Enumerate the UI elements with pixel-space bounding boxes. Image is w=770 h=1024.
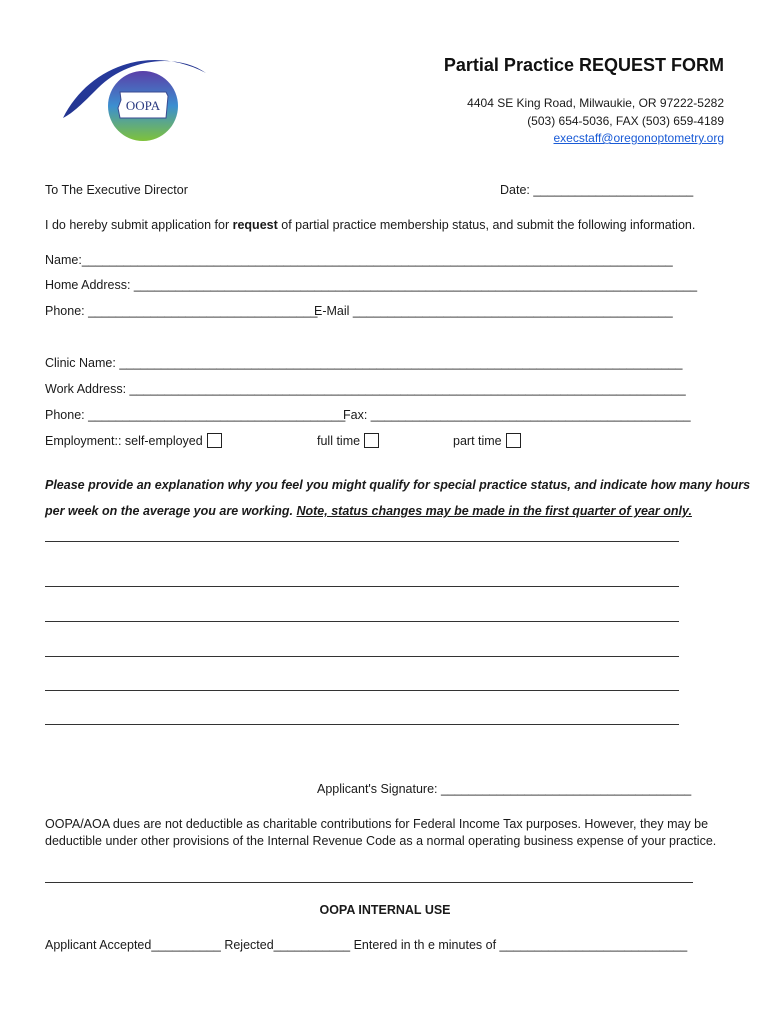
name-field[interactable]: Name:_____________________________________________________________________________________ bbox=[45, 253, 673, 267]
employment-self-employed: Employment:: self-employed bbox=[45, 433, 222, 448]
explanation-answer-line[interactable] bbox=[45, 541, 679, 542]
work-phone-field[interactable]: Phone: _____________________________________ bbox=[45, 408, 346, 422]
phone-field[interactable]: Phone: _________________________________ bbox=[45, 304, 318, 318]
separator-line bbox=[45, 882, 693, 883]
explanation-line-2: per week on the average you are working. Note, status changes may be made in the first quarter of year only. bbox=[45, 504, 692, 518]
fax-field[interactable]: Fax: ______________________________________________ bbox=[343, 408, 691, 422]
logo-text: OOPA bbox=[125, 98, 161, 113]
internal-use-heading: OOPA INTERNAL USE bbox=[319, 903, 451, 917]
home-address-field[interactable]: Home Address: _________________________________________________________________________________ bbox=[45, 278, 698, 292]
explanation-answer-line[interactable] bbox=[45, 656, 679, 657]
signature-field[interactable]: Applicant's Signature: ____________________________________ bbox=[317, 782, 692, 796]
explanation-answer-line[interactable] bbox=[45, 724, 679, 725]
phone-fax-line: (503) 654-5036, FAX (503) 659-4189 bbox=[527, 114, 724, 128]
explanation-answer-line[interactable] bbox=[45, 621, 679, 622]
clinic-name-field[interactable]: Clinic Name: _________________________________________________________________________________ bbox=[45, 356, 683, 370]
form-title: Partial Practice REQUEST FORM bbox=[443, 55, 724, 75]
self-employed-checkbox[interactable] bbox=[207, 433, 222, 448]
email-field[interactable]: E-Mail ______________________________________________ bbox=[314, 304, 673, 318]
explanation-answer-line[interactable] bbox=[45, 690, 679, 691]
explanation-line-1: Please provide an explanation why you feel you might qualify for special practice status, and indicate how many hours bbox=[45, 478, 751, 492]
full-time-checkbox[interactable] bbox=[364, 433, 379, 448]
intro-text: I do hereby submit application for request of partial practice membership status, and submit the following information. bbox=[45, 218, 696, 232]
explanation-answer-line[interactable] bbox=[45, 586, 679, 587]
dues-note: OOPA/AOA dues are not deductible as charitable contributions for Federal Income Tax purposes. However, they may be deductible under other provisions of the Internal Revenue Code as a normal operating business expense of your practice. bbox=[45, 817, 717, 848]
salutation: To The Executive Director bbox=[45, 183, 188, 197]
employment-part-time: part time bbox=[453, 433, 521, 448]
oopa-logo bbox=[58, 48, 208, 148]
address-line: 4404 SE King Road, Milwaukie, OR 97222-5282 bbox=[467, 96, 724, 110]
employment-full-time: full time bbox=[317, 433, 379, 448]
email-link[interactable]: execstaff@oregonoptometry.org bbox=[553, 131, 724, 145]
date-field[interactable]: Date: _______________________ bbox=[500, 183, 694, 197]
work-address-field[interactable]: Work Address: ________________________________________________________________________________ bbox=[45, 382, 686, 396]
part-time-checkbox[interactable] bbox=[506, 433, 521, 448]
internal-use-line[interactable]: Applicant Accepted__________ Rejected___________ Entered in th e minutes of ___________________________ bbox=[45, 938, 688, 952]
